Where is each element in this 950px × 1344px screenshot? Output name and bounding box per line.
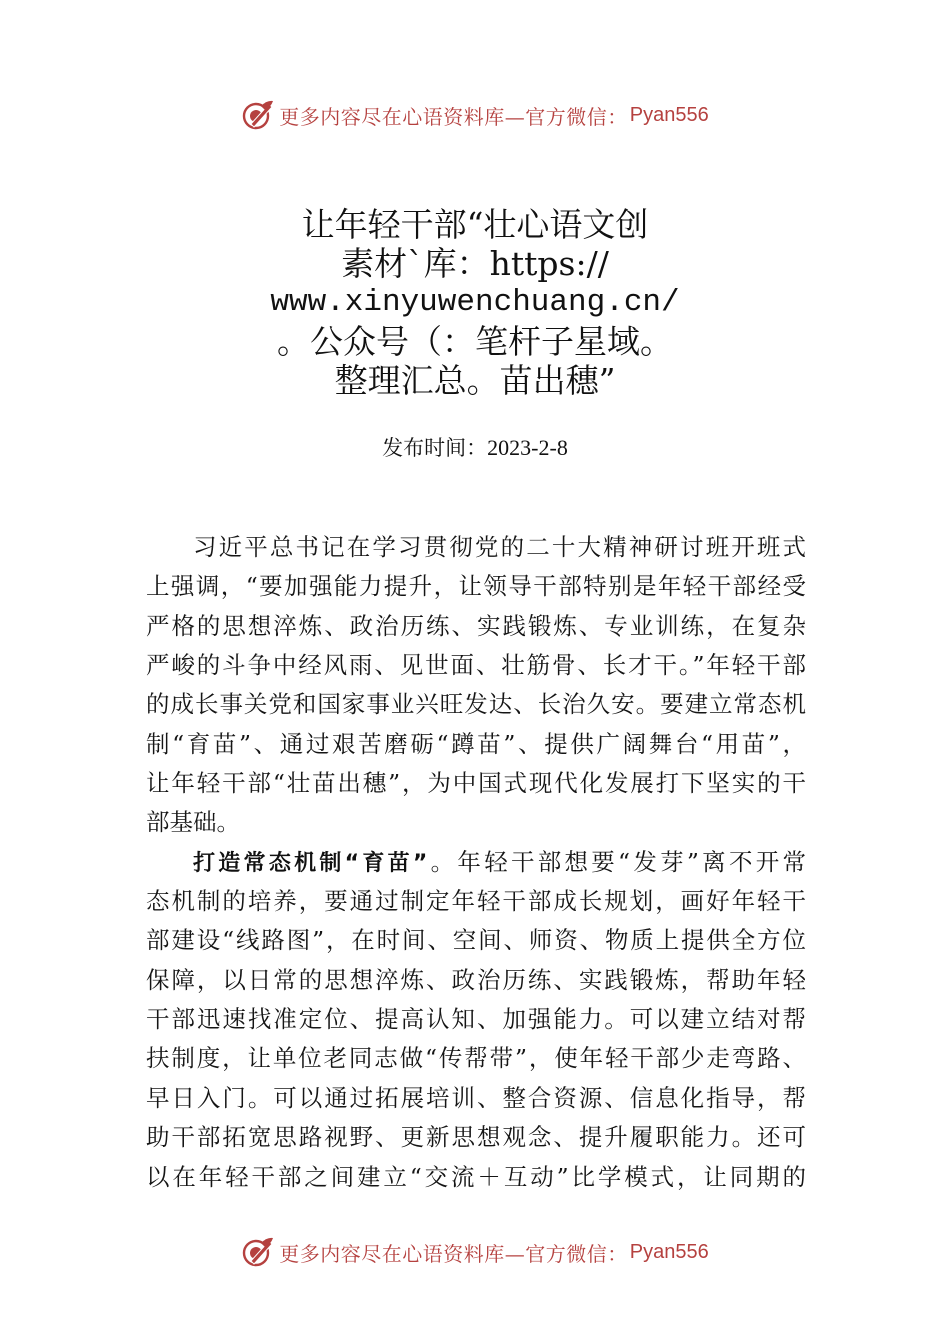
banner-text: 更多内容尽在心语资料库—官方微信：: [279, 104, 628, 129]
header-banner: [0, 95, 950, 135]
article-body: [146, 528, 806, 1197]
publish-date-label: 发布时间：: [382, 436, 488, 460]
paragraph-2-line: 扶制度，让单位老同志做“传帮带”，使年轻干部少走弯路、: [146, 1044, 806, 1073]
title-line-3: www.xinyuwenchuang.cn/: [270, 285, 680, 320]
paragraph-2-line: 以在年轻干部之间建立“交流＋互动”比学模式，让同期的: [146, 1162, 806, 1191]
paragraph-1-line: 让年轻干部“壮苗出穗”，为中国式现代化发展打下坚实的干: [146, 769, 806, 798]
wechat-handle[interactable]: Pyan556: [629, 103, 709, 126]
paragraph-1-line: 部基础。: [146, 808, 240, 837]
paragraph-2-line: 干部迅速找准定位、提高认知、加强能力。可以建立结对帮: [146, 1005, 806, 1034]
title-line-5: 整理汇总。苗出穗”: [334, 361, 616, 400]
paragraph-1-line: 的成长事关党和国家事业兴旺发达、长治久安。要建立常态机: [146, 690, 806, 719]
paragraph-2-line: 助干部拓宽思路视野、更新思想观念、提升履职能力。还可: [146, 1123, 806, 1152]
footer-banner: [0, 1232, 950, 1272]
quill-logo-icon: [241, 98, 275, 132]
paragraph-1-line: 严峻的斗争中经风雨、见世面、壮筋骨、长才干。”年轻干部: [146, 651, 806, 680]
publish-date-value: 2023-2-8: [487, 435, 568, 460]
title-line-1: 让年轻干部“壮心语文创: [301, 205, 649, 244]
paragraph-1-line: 严格的思想淬炼、政治历练、实践锻炼、专业训练，在复杂: [146, 611, 806, 640]
banner-text: 更多内容尽在心语资料库—官方微信：: [279, 1241, 628, 1266]
paragraph-1-line: 上强调，“要加强能力提升，让领导干部特别是年轻干部经受: [146, 572, 806, 601]
paragraph-2-line: 保障，以日常的思想淬炼、政治历练、实践锻炼，帮助年轻: [146, 965, 806, 994]
publish-date: [0, 432, 950, 462]
wechat-handle[interactable]: Pyan556: [629, 1240, 709, 1263]
paragraph-2-line: 部建设“线路图”，在时间、空间、师资、物质上提供全方位: [146, 926, 806, 955]
paragraph-1-line: 习近平总书记在学习贯彻党的二十大精神研讨班开班式: [193, 533, 806, 561]
quill-logo-icon: [241, 1235, 275, 1269]
paragraph-2-line: 。年轻干部想要“发芽”离不开常: [427, 847, 806, 876]
paragraph-2-line: 早日入门。可以通过拓展培训、整合资源、信息化指导，帮: [146, 1083, 806, 1112]
paragraph-1-line: 制“育苗”、通过艰苦磨砺“蹲苗”、提供广阔舞台“用苗”，: [146, 729, 806, 758]
section-heading: 打造常态机制“育苗”: [193, 850, 428, 876]
title-line-4: 。公众号（：笔杆子星域。: [277, 322, 673, 361]
paragraph-2-first-line: [146, 843, 806, 882]
title-line-2: 素材`库：https://: [341, 244, 609, 283]
document-title: [175, 205, 775, 400]
paragraph-2-line: 态机制的培养，要通过制定年轻干部成长规划，画好年轻干: [146, 887, 806, 916]
